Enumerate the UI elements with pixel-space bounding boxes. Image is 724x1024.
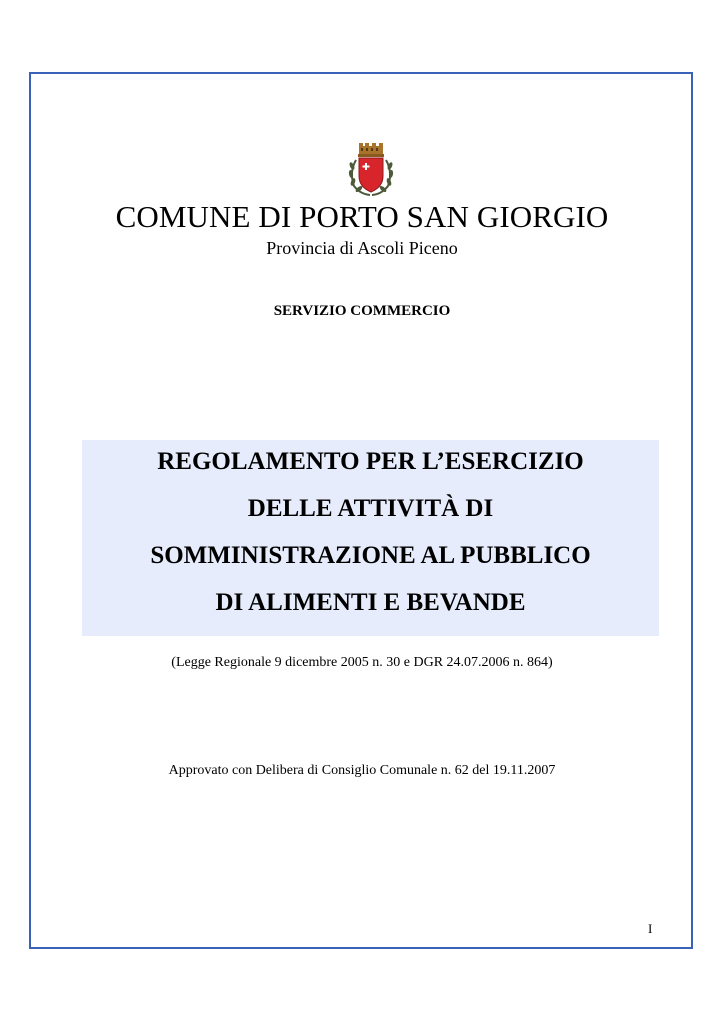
municipal-coat-of-arms-icon <box>346 142 396 198</box>
regulation-title-line-4: DI ALIMENTI E BEVANDE <box>215 589 526 616</box>
province-subtitle: Provincia di Ascoli Piceno <box>266 238 458 258</box>
regulation-title-line-1: REGOLAMENTO PER L’ESERCIZIO <box>157 448 584 475</box>
approval-note: Approvato con Delibera di Consiglio Comunale n. 62 del 19.11.2007 <box>168 763 556 778</box>
regulation-title-box <box>82 440 659 636</box>
regulation-title-line-3: SOMMINISTRAZIONE AL PUBBLICO <box>150 542 591 569</box>
law-reference: (Legge Regionale 9 dicembre 2005 n. 30 e DGR 24.07.2006 n. 864) <box>171 655 553 670</box>
page-number: I <box>648 921 653 936</box>
municipality-title: COMUNE DI PORTO SAN GIORGIO <box>115 199 609 234</box>
regulation-title-line-2: DELLE ATTIVITÀ DI <box>247 495 494 522</box>
service-heading: SERVIZIO COMMERCIO <box>273 303 451 319</box>
